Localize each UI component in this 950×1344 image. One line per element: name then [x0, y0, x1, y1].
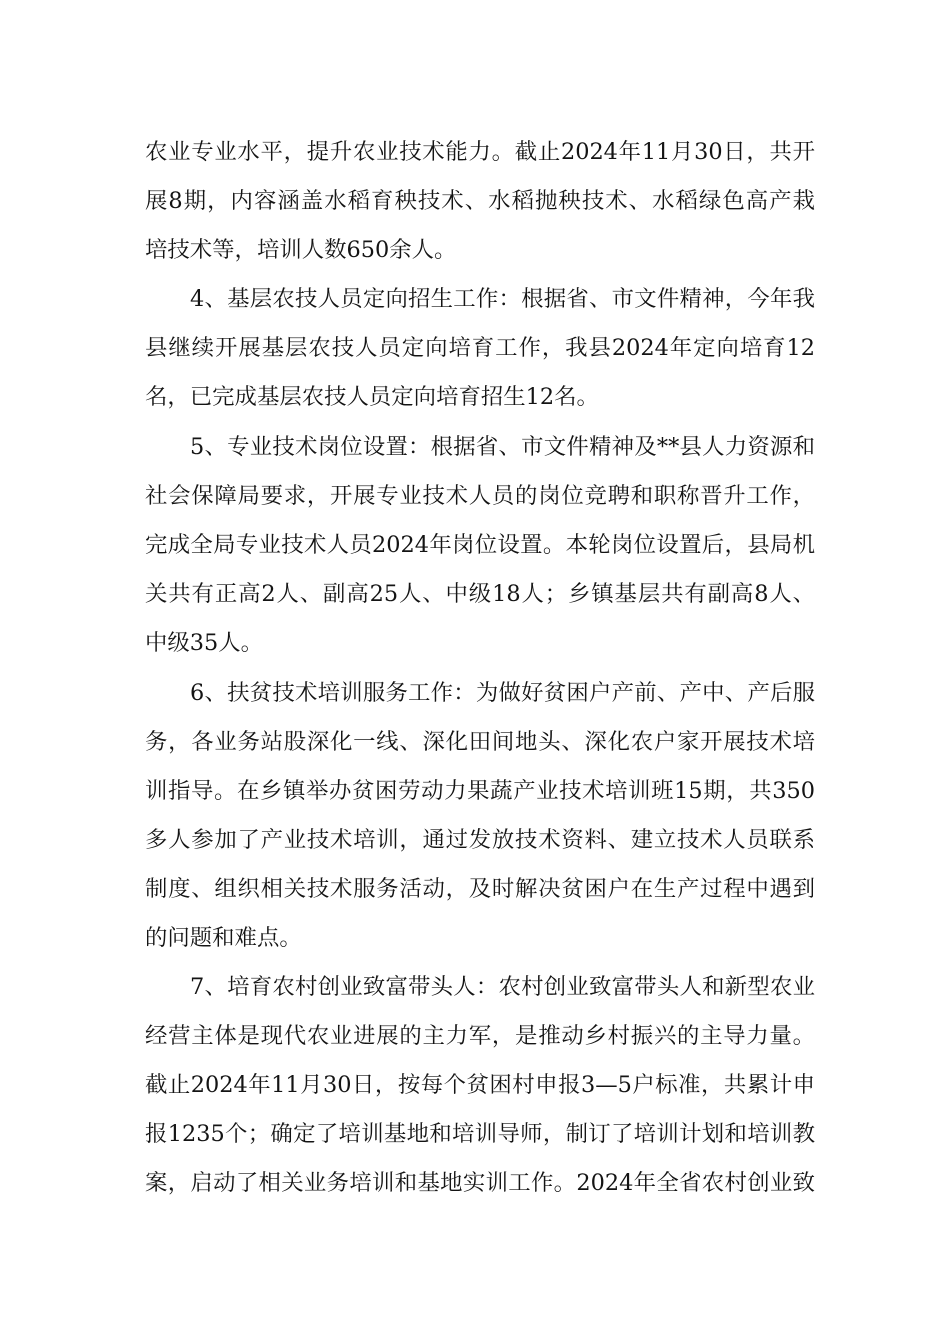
- text-line: 农业专业水平，提升农业技术能力。截止2024年11月30日，共开: [145, 139, 815, 165]
- text-line: 务，各业务站股深化一线、深化田间地头、深化农户家开展技术培: [145, 729, 815, 755]
- text-line: 的问题和难点。: [145, 925, 302, 951]
- text-line: 制度、组织相关技术服务活动，及时解决贫困户在生产过程中遇到: [145, 876, 815, 902]
- text-line: 社会保障局要求，开展专业技术人员的岗位竞聘和职称晋升工作，: [145, 483, 815, 509]
- text-line: 训指导。在乡镇举办贫困劳动力果蔬产业技术培训班15期，共350: [145, 778, 815, 804]
- text-line: 关共有正高2人、副高25人、中级18人；乡镇基层共有副高8人、: [145, 581, 815, 607]
- text-line: 多人参加了产业技术培训，通过发放技术资料、建立技术人员联系: [145, 827, 815, 853]
- paragraph-heading-line: 4、基层农技人员定向招生工作：根据省、市文件精神，今年我: [190, 286, 815, 312]
- paragraph-heading-line: 5、专业技术岗位设置：根据省、市文件精神及**县人力资源和: [190, 434, 815, 460]
- text-line: 展8期，内容涵盖水稻育秧技术、水稻抛秧技术、水稻绿色高产栽: [145, 188, 815, 214]
- paragraph-heading-line: 6、扶贫技术培训服务工作：为做好贫困户产前、产中、产后服: [190, 680, 815, 706]
- text-line: 培技术等，培训人数650余人。: [145, 237, 457, 263]
- text-line: 经营主体是现代农业进展的主力军，是推动乡村振兴的主导力量。: [145, 1023, 815, 1049]
- paragraph-heading-line: 7、培育农村创业致富带头人：农村创业致富带头人和新型农业: [190, 974, 815, 1000]
- text-line: 名，已完成基层农技人员定向培育招生12名。: [145, 384, 599, 410]
- text-line: 完成全局专业技术人员2024年岗位设置。本轮岗位设置后，县局机: [145, 532, 815, 558]
- text-line: 截止2024年11月30日，按每个贫困村申报3—5户标准，共累计申: [145, 1072, 815, 1098]
- text-line: 报1235个；确定了培训基地和培训导师，制订了培训计划和培训教: [145, 1121, 815, 1147]
- text-line: 中级35人。: [145, 630, 264, 656]
- text-line: 县继续开展基层农技人员定向培育工作，我县2024年定向培育12: [145, 335, 815, 361]
- text-line: 案，启动了相关业务培训和基地实训工作。2024年全省农村创业致: [145, 1170, 815, 1196]
